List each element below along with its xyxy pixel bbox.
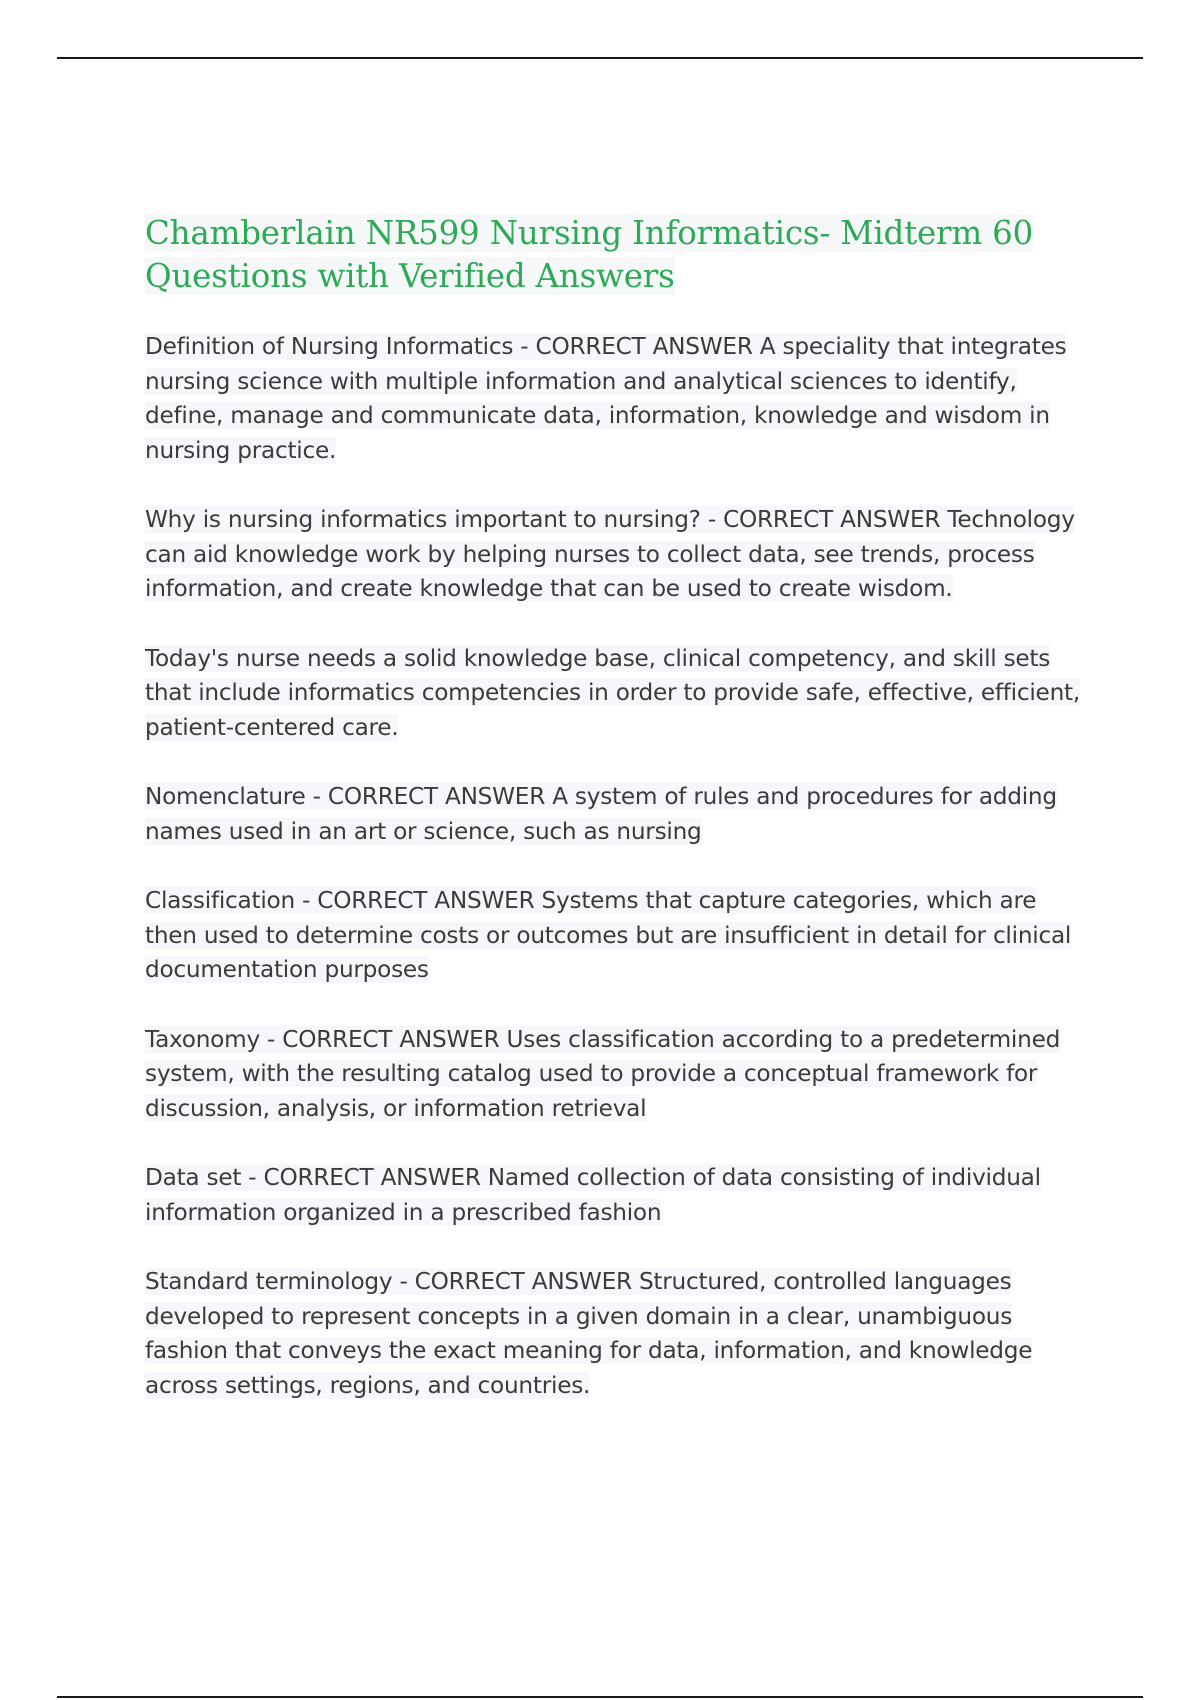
qa-entry [145, 1023, 1095, 1127]
qa-entry-text: Today's nurse needs a solid knowledge base, clinical competency, and skill sets that include informatics competencies in order to provide safe, effective, efficient, patient-centered care. [145, 644, 1080, 741]
qa-entry-text: Classification - CORRECT ANSWER Systems that capture categories, which are then used to determine costs or outcomes but are insufficient in detail for clinical documentation purposes [145, 887, 1072, 983]
qa-entry-text: Why is nursing informatics important to nursing? - CORRECT ANSWER Technology can aid knowledge work by helping nurses to collect data, see trends, process information, and create knowledge that can be used to create wisdom. [145, 506, 1075, 602]
qa-entry-text: Definition of Nursing Informatics - CORRECT ANSWER A speciality that integrates nursing science with multiple information and analytical sciences to identify, define, manage and communicate data, information, knowledge and wisdom in nursing practice. [145, 333, 1067, 464]
document-title-text: Chamberlain NR599 Nursing Informatics- Midterm 60 Questions with Verified Answers [145, 214, 1034, 295]
top-rule [57, 57, 1143, 59]
qa-entry-text: Nomenclature - CORRECT ANSWER A system of rules and procedures for adding names used in an art or science, such as nursing [145, 783, 1057, 845]
bottom-rule [57, 1696, 1143, 1698]
qa-entry [145, 503, 1095, 607]
qa-entry [145, 330, 1095, 468]
qa-entry-text: Data set - CORRECT ANSWER Named collection of data consisting of individual information organized in a prescribed fashion [145, 1164, 1041, 1226]
qa-entry [145, 1265, 1095, 1403]
qa-entry [145, 780, 1095, 849]
document-title [145, 212, 1095, 298]
qa-entry [145, 642, 1095, 746]
qa-entry [145, 884, 1095, 988]
qa-entry-text: Taxonomy - CORRECT ANSWER Uses classification according to a predetermined system, with the resulting catalog used to provide a conceptual framework for discussion, analysis, or information retrieval [145, 1025, 1061, 1122]
document-body [145, 212, 1095, 1438]
qa-entry-text: Standard terminology - CORRECT ANSWER Structured, controlled languages developed to represent concepts in a given domain in a clear, unambiguous fashion that conveys the exact meaning for data, information, and knowledge across settings, regions, and countries. [145, 1268, 1033, 1399]
qa-entry [145, 1161, 1095, 1230]
